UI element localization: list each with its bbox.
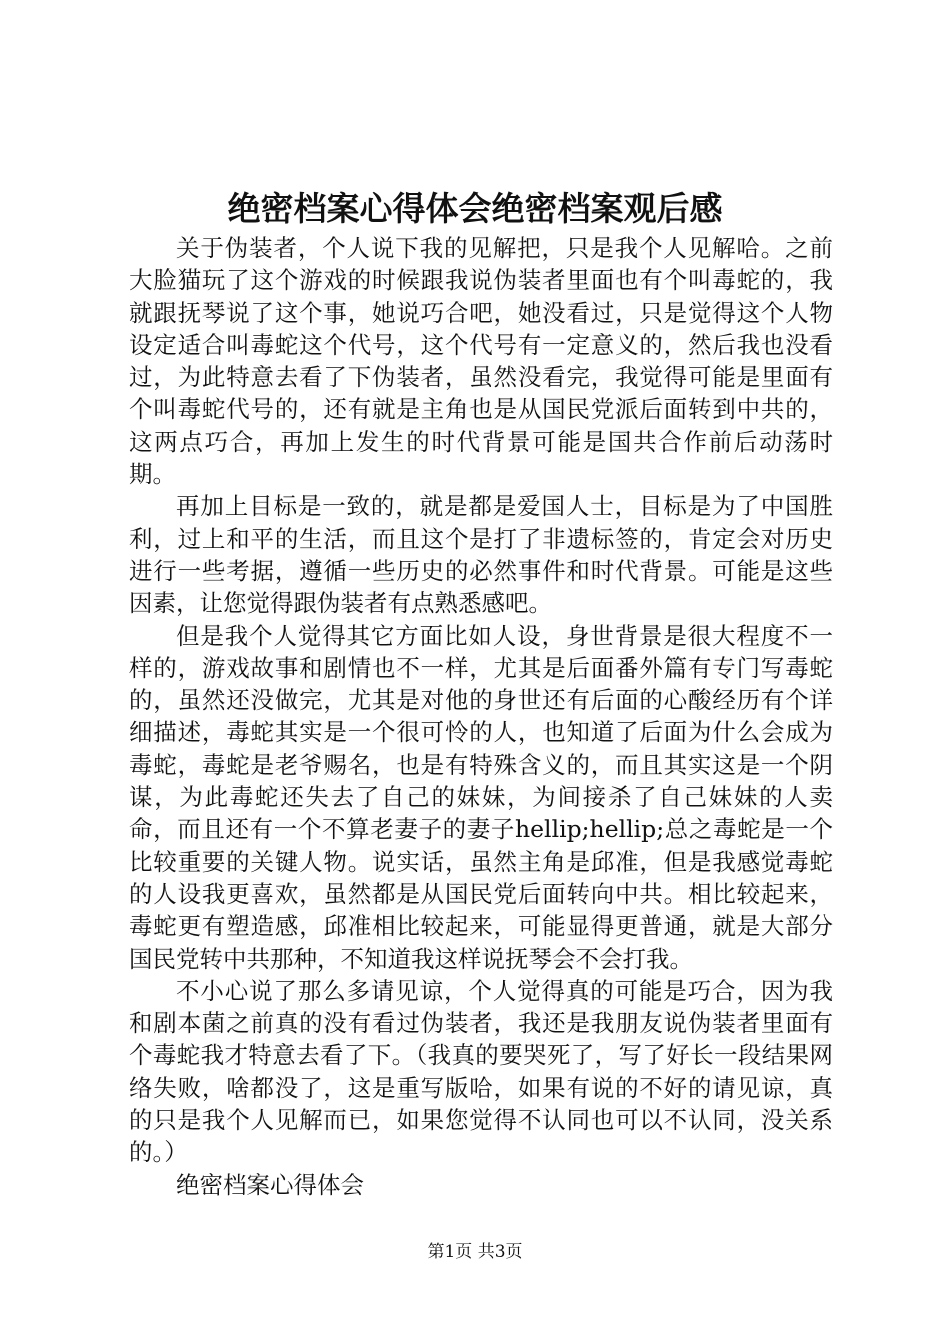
document-body [129,232,833,1201]
paragraph-1: 关于伪装者，个人说下我的见解把，只是我个人见解哈。之前大脸猫玩了这个游戏的时候跟我说伪装者里面也有个叫毒蛇的，我就跟抚琴说了这个事，她说巧合吧，她没看过，只是觉得这个人物设定适合叫毒蛇这个代号，这个代号有一定意义的，然后我也没看过，为此特意去看了下伪装者，虽然没看完，我觉得可能是里面有个叫毒蛇代号的，还有就是主角也是从国民党派后面转到中共的，这两点巧合，再加上发生的时代背景可能是国共合作前后动荡时期。 [129,234,833,489]
paragraph-3: 但是我个人觉得其它方面比如人设，身世背景是很大程度不一样的，游戏故事和剧情也不一样，尤其是后面番外篇有专门写毒蛇的，虽然还没做完，尤其是对他的身世还有后面的心酸经历有个详细描述，毒蛇其实是一个很可怜的人，也知道了后面为什么会成为毒蛇，毒蛇是老爷赐名，也是有特殊含义的，而且其实这是一个阴谋，为此毒蛇还失去了自己的妹妹，为间接杀了自己妹妹的人卖命，而且还有一个不算老妻子的妻子hellip;hellip;总之毒蛇是一个比较重要的关键人物。说实话，虽然主角是邱准，但是我感觉毒蛇的人设我更喜欢，虽然都是从国民党后面转向中共。相比较起来，毒蛇更有塑造感，邱准相比较起来，可能显得更普通，就是大部分国民党转中共那种，不知道我这样说抚琴会不会打我。 [129,621,833,973]
document-title: 绝密档案心得体会绝密档案观后感 [227,189,723,228]
page-number-footer: 第1页 共3页 [427,1242,523,1262]
paragraph-2: 再加上目标是一致的，就是都是爱国人士，目标是为了中国胜利，过上和平的生活，而且这个是打了非遗标签的，肯定会对历史进行一些考据，遵循一些历史的必然事件和时代背景。可能是这些因素，让您觉得跟伪装者有点熟悉感吧。 [129,492,833,618]
paragraph-4: 不小心说了那么多请见谅，个人觉得真的可能是巧合，因为我和剧本菌之前真的没有看过伪装者，我还是我朋友说伪装者里面有个毒蛇我才特意去看了下。（我真的要哭死了，写了好长一段结果网络失败，啥都没了，这是重写版哈，如果有说的不好的请见谅，真的只是我个人见解而已，如果您觉得不认同也可以不认同，没关系的。） [129,976,833,1167]
paragraph-5: 绝密档案心得体会 [176,1170,364,1199]
